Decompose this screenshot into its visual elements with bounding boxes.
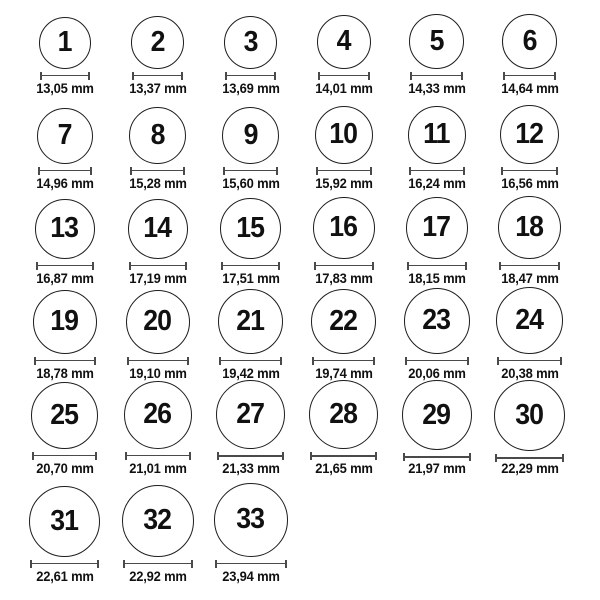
diameter-dimension-line [32,452,97,460]
diameter-label: 21,65 mm [314,460,373,476]
ring-circle-wrap [39,17,91,69]
diameter-dimension-line [405,357,469,365]
dimension-tick-right-icon [368,72,370,80]
dimension-tick-right-icon [280,357,282,365]
dimension-horizontal-line [34,360,96,362]
ring-size-cell [111,380,204,475]
diameter-label: 13,69 mm [221,80,280,96]
dimension-tick-right-icon [189,452,191,460]
ring-size-cell [111,190,204,285]
dimension-horizontal-line [219,360,282,362]
chart-row [18,475,600,600]
dimension-tick-right-icon [191,560,193,568]
ring-size-number: 26 [143,398,172,430]
ring-circle [404,288,470,354]
diameter-label: 18,47 mm [500,270,559,286]
ring-circle-wrap [402,380,472,450]
dimension-tick-right-icon [554,72,556,80]
diameter-dimension-line [34,357,96,365]
diameter-dimension-line [407,262,467,270]
ring-size-cell [18,285,111,380]
ring-circle [128,199,188,259]
ring-circle-wrap [313,197,375,259]
diameter-label: 13,05 mm [35,80,94,96]
ring-circle-wrap [126,290,190,354]
diameter-label: 22,92 mm [128,568,187,584]
ring-circle [124,381,192,449]
diameter-dimension-line [497,357,562,365]
ring-size-cell [204,380,297,475]
diameter-label: 15,28 mm [128,175,187,191]
ring-size-cell [111,0,204,95]
dimension-tick-right-icon [94,357,96,365]
ring-size-cell [390,380,483,475]
dimension-horizontal-line [32,455,97,457]
ring-size-number: 24 [515,303,544,336]
ring-size-number: 7 [57,119,72,151]
dimension-horizontal-line [129,265,187,267]
ring-size-cell [483,95,576,190]
dimension-horizontal-line [36,265,94,267]
ring-circle [214,483,288,557]
diameter-label: 14,96 mm [35,175,94,191]
ring-circle [220,198,281,259]
ring-size-cell [297,0,390,95]
dimension-horizontal-line [30,563,99,565]
dimension-tick-right-icon [282,452,284,460]
diameter-label: 20,38 mm [500,365,559,381]
dimension-tick-right-icon [562,454,564,462]
ring-size-number: 25 [50,398,79,431]
diameter-dimension-line [501,167,558,175]
diameter-label: 20,70 mm [35,460,94,476]
ring-size-number: 5 [429,24,444,57]
ring-circle-wrap [129,107,186,164]
diameter-dimension-line [38,167,92,175]
ring-circle [498,196,561,259]
dimension-horizontal-line [130,170,185,172]
ring-circle [39,17,91,69]
diameter-dimension-line [36,262,94,270]
dimension-tick-right-icon [465,262,467,270]
ring-circle-wrap [33,290,97,354]
ring-size-cell [204,190,297,285]
ring-circle [315,106,373,164]
ring-size-number: 10 [329,118,358,150]
dimension-tick-right-icon [185,262,187,270]
ring-size-number: 20 [143,305,172,337]
dimension-horizontal-line [38,170,92,172]
ring-circle [500,105,559,164]
dimension-horizontal-line [501,170,558,172]
dimension-horizontal-line [407,265,467,267]
diameter-label: 22,29 mm [500,460,559,476]
dimension-horizontal-line [497,360,562,362]
ring-size-cell [18,380,111,475]
dimension-tick-right-icon [370,167,372,175]
ring-circle [224,16,277,69]
diameter-label: 15,92 mm [314,175,373,191]
ring-circle [131,16,184,69]
diameter-label: 21,97 mm [407,460,466,476]
dimension-tick-right-icon [183,167,185,175]
dimension-horizontal-line [499,265,560,267]
chart-row [18,285,600,380]
ring-size-number: 8 [150,118,165,151]
ring-circle-wrap [311,289,376,354]
dimension-tick-right-icon [97,560,99,568]
ring-size-number: 9 [243,118,258,151]
ring-circle-wrap [224,16,277,69]
diameter-label: 19,42 mm [221,365,280,381]
ring-size-number: 19 [50,305,79,337]
ring-size-cell [18,0,111,95]
dimension-tick-right-icon [375,452,377,460]
ring-circle-wrap [37,108,93,164]
ring-circle-wrap [317,15,371,69]
diameter-label: 14,33 mm [407,80,466,96]
ring-size-cell [18,190,111,285]
diameter-label: 16,56 mm [500,175,559,191]
ring-circle-wrap [214,483,288,557]
dimension-tick-right-icon [467,357,469,365]
ring-circle [33,290,97,354]
ring-circle-wrap [309,380,378,449]
ring-size-cell [111,285,204,380]
ring-size-cell [483,380,576,475]
ring-size-number: 27 [236,398,265,430]
ring-circle [216,380,285,449]
ring-circle-wrap [218,289,283,354]
chart-row [18,190,600,285]
diameter-dimension-line [223,167,278,175]
ring-size-cell [204,475,297,600]
dimension-horizontal-line [215,563,287,565]
diameter-label: 15,60 mm [221,175,280,191]
diameter-dimension-line [130,167,185,175]
diameter-dimension-line [221,262,280,270]
ring-circle-wrap [216,380,285,449]
ring-circle-wrap [122,485,194,557]
diameter-dimension-line [125,452,191,460]
ring-size-cell [483,285,576,380]
diameter-dimension-line [217,452,284,460]
diameter-label: 22,61 mm [35,568,94,584]
dimension-horizontal-line [123,563,193,565]
ring-circle [313,197,375,259]
ring-size-cell [111,95,204,190]
diameter-label: 16,87 mm [35,270,94,286]
diameter-dimension-line [215,560,287,568]
ring-circle-wrap [409,14,464,69]
ring-circle-wrap [496,287,563,354]
ring-circle-wrap [35,199,95,259]
dimension-tick-right-icon [463,167,465,175]
diameter-dimension-line [127,357,189,365]
ring-size-number: 31 [50,504,79,537]
ring-circle-wrap [408,106,466,164]
ring-circle-wrap [222,107,279,164]
diameter-label: 21,01 mm [128,460,187,476]
dimension-tick-right-icon [278,262,280,270]
dimension-horizontal-line [316,170,372,172]
dimension-horizontal-line [310,455,377,457]
diameter-dimension-line [410,72,463,80]
dimension-tick-right-icon [373,357,375,365]
ring-size-number: 4 [336,25,351,57]
dimension-tick-right-icon [90,167,92,175]
ring-circle-wrap [220,198,281,259]
diameter-dimension-line [40,72,90,80]
ring-size-number: 22 [329,304,358,337]
dimension-horizontal-line [40,75,90,77]
dimension-horizontal-line [410,75,463,77]
dimension-tick-right-icon [92,262,94,270]
ring-size-cell [18,95,111,190]
ring-size-number: 14 [143,212,172,244]
dimension-tick-right-icon [187,357,189,365]
ring-size-cell [204,285,297,380]
ring-circle-wrap [498,196,561,259]
diameter-label: 19,74 mm [314,365,373,381]
ring-size-number: 32 [143,504,172,536]
ring-circle [406,197,468,259]
ring-circle-wrap [315,106,373,164]
ring-size-number: 17 [422,211,451,243]
ring-circle [496,287,563,354]
diameter-dimension-line [225,72,276,80]
ring-circle [494,380,565,451]
ring-circle [29,486,100,557]
ring-size-number: 28 [329,398,358,430]
ring-circle-wrap [404,288,470,354]
dimension-horizontal-line [221,265,280,267]
ring-circle [126,290,190,354]
diameter-label: 17,19 mm [128,270,187,286]
ring-size-cell [297,190,390,285]
diameter-label: 23,94 mm [221,568,280,584]
ring-circle [402,380,472,450]
diameter-label: 20,06 mm [407,365,466,381]
ring-size-cell [390,190,483,285]
ring-circle-wrap [128,199,188,259]
ring-size-cell [483,0,576,95]
ring-size-number: 12 [515,117,544,150]
ring-size-cell [390,285,483,380]
ring-circle-wrap [124,381,192,449]
dimension-tick-right-icon [558,262,560,270]
ring-size-number: 21 [236,304,265,337]
ring-size-number: 3 [243,25,258,58]
ring-size-cell [483,190,576,285]
diameter-dimension-line [503,72,556,80]
diameter-label: 14,01 mm [314,80,373,96]
ring-circle [218,289,283,354]
dimension-tick-right-icon [469,453,471,461]
ring-circle-wrap [31,382,98,449]
ring-size-cell [297,95,390,190]
ring-size-cell [297,380,390,475]
diameter-label: 16,24 mm [407,175,466,191]
dimension-horizontal-line [405,360,469,362]
ring-circle [309,380,378,449]
ring-size-number: 2 [150,25,165,58]
dimension-tick-right-icon [556,167,558,175]
diameter-label: 17,83 mm [314,270,373,286]
ring-size-cell [390,95,483,190]
ring-circle [317,15,371,69]
ring-circle-wrap [131,16,184,69]
ring-circle-wrap [494,380,565,451]
diameter-label: 19,10 mm [128,365,187,381]
diameter-dimension-line [312,357,375,365]
diameter-dimension-line [219,357,282,365]
dimension-horizontal-line [403,456,471,458]
dimension-tick-right-icon [95,452,97,460]
ring-circle [408,106,466,164]
ring-size-cell [390,0,483,95]
diameter-dimension-line [129,262,187,270]
ring-circle-wrap [406,197,468,259]
diameter-dimension-line [409,167,465,175]
dimension-horizontal-line [318,75,370,77]
diameter-dimension-line [403,453,471,460]
diameter-dimension-line [495,454,564,460]
ring-size-number: 15 [236,211,265,244]
dimension-tick-right-icon [372,262,374,270]
ring-size-number: 11 [423,118,450,150]
ring-size-number: 1 [57,26,72,58]
ring-circle-wrap [500,105,559,164]
ring-size-number: 30 [515,399,544,431]
ring-circle [502,14,557,69]
dimension-tick-right-icon [276,167,278,175]
diameter-dimension-line [30,560,99,568]
ring-size-cell [18,475,111,600]
chart-row [18,95,600,190]
dimension-tick-right-icon [560,357,562,365]
dimension-tick-right-icon [461,72,463,80]
dimension-tick-right-icon [274,72,276,80]
ring-circle [37,108,93,164]
chart-row [18,0,600,95]
ring-size-cell [297,285,390,380]
diameter-dimension-line [132,72,183,80]
diameter-label: 14,64 mm [500,80,559,96]
dimension-horizontal-line [503,75,556,77]
ring-size-number: 6 [522,24,537,57]
dimension-horizontal-line [223,170,278,172]
ring-circle [409,14,464,69]
dimension-horizontal-line [409,170,465,172]
ring-circle [129,107,186,164]
diameter-dimension-line [318,72,370,80]
diameter-dimension-line [310,452,377,460]
ring-circle-wrap [29,486,100,557]
ring-circle [31,382,98,449]
dimension-horizontal-line [125,455,191,457]
dimension-horizontal-line [225,75,276,77]
diameter-label: 21,33 mm [221,460,280,476]
ring-size-number: 33 [236,503,265,535]
ring-size-cell [204,95,297,190]
ring-size-number: 29 [422,398,451,431]
dimension-tick-right-icon [88,72,90,80]
diameter-dimension-line [499,262,560,270]
ring-size-cell [204,0,297,95]
dimension-horizontal-line [217,455,284,457]
ring-size-number: 16 [329,211,358,243]
diameter-label: 18,78 mm [35,365,94,381]
dimension-horizontal-line [312,360,375,362]
diameter-dimension-line [123,560,193,568]
diameter-dimension-line [314,262,374,270]
dimension-tick-right-icon [181,72,183,80]
ring-circle [122,485,194,557]
ring-circle-wrap [502,14,557,69]
ring-size-cell [111,475,204,600]
dimension-horizontal-line [127,360,189,362]
ring-size-number: 23 [422,304,451,336]
ring-size-number: 18 [515,210,544,243]
ring-circle [222,107,279,164]
diameter-label: 17,51 mm [221,270,280,286]
dimension-tick-right-icon [285,560,287,568]
dimension-horizontal-line [314,265,374,267]
dimension-horizontal-line [132,75,183,77]
diameter-label: 18,15 mm [407,270,466,286]
chart-row [18,380,600,475]
ring-circle [35,199,95,259]
diameter-label: 13,37 mm [128,80,187,96]
dimension-horizontal-line [495,457,564,459]
diameter-dimension-line [316,167,372,175]
ring-size-number: 13 [50,212,79,244]
ring-circle [311,289,376,354]
